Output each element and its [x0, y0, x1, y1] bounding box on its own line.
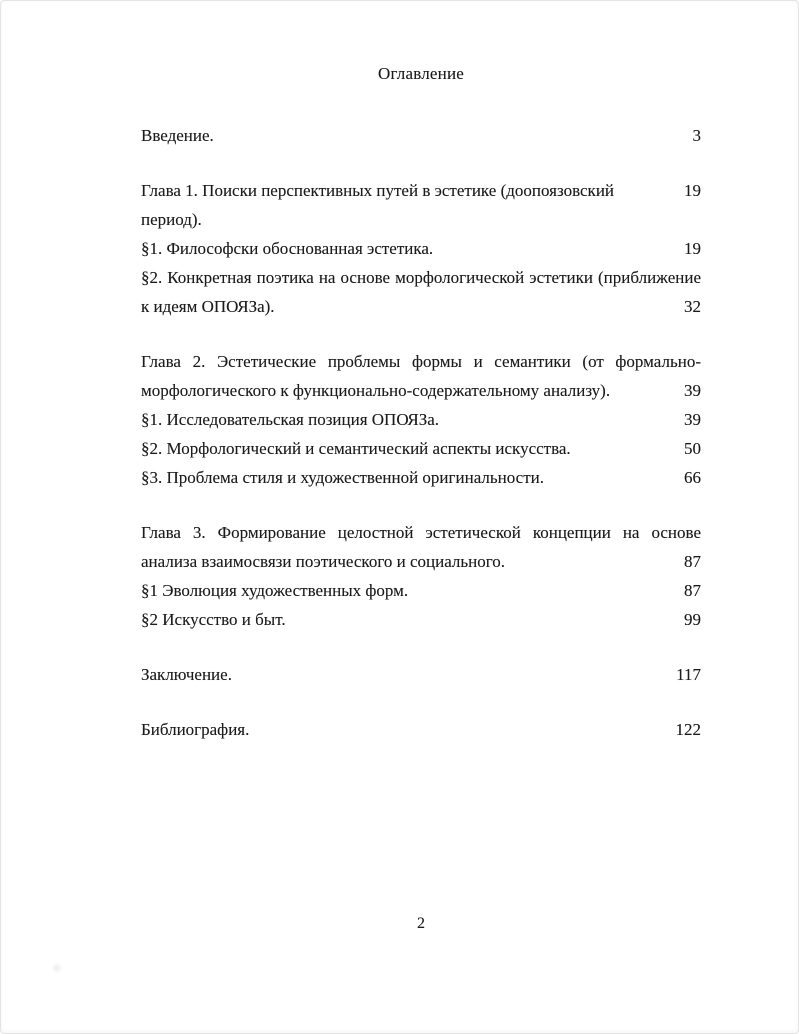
toc-entry-page-number: 50 [684, 439, 701, 458]
toc-entry-line [141, 292, 701, 321]
toc-entry [141, 176, 701, 234]
page-content [141, 63, 701, 744]
toc-entry-text: §1 Эволюция художественных форм. [141, 581, 409, 600]
toc-entry [141, 263, 701, 321]
toc-entry-line [141, 434, 701, 463]
toc-group-bibliography [141, 715, 701, 744]
toc-entry [141, 121, 701, 150]
toc-entry-line [141, 715, 701, 744]
toc-entry-page-number: 32 [684, 297, 701, 316]
toc-entry [141, 434, 701, 463]
toc-entry-text: Введение. [141, 126, 214, 145]
toc-entry-page-number: 3 [692, 126, 701, 145]
toc-entry-page-number: 39 [684, 381, 701, 400]
toc-entry-page-number: 19 [684, 239, 701, 258]
toc-entry-text: §3. Проблема стиля и художественной оригинальности. [141, 468, 544, 487]
toc-entry-page-number: 117 [676, 665, 701, 684]
toc-entry-text: §1. Исследовательская позиция ОПОЯЗа. [141, 410, 440, 429]
toc-entry-line [141, 605, 701, 634]
toc-entry-wrap-line: §2. Конкретная поэтика на основе морфологической эстетики (приближение [141, 268, 701, 287]
footer-page-number: 2 [417, 915, 425, 932]
toc-entry-page-number: 87 [684, 581, 701, 600]
toc-entry [141, 347, 701, 405]
toc-entry-text: §1. Философски обоснованная эстетика. [141, 239, 434, 258]
toc-entry-line [141, 660, 701, 689]
toc-entry-line [141, 576, 701, 605]
table-of-contents [141, 121, 701, 744]
page-title: Оглавление [378, 64, 464, 83]
toc-entry-text: Библиография. [141, 720, 250, 739]
toc-entry [141, 605, 701, 634]
scan-artifact [53, 964, 61, 972]
toc-entry-line [141, 405, 701, 434]
toc-entry-text: §2. Морфологический и семантический аспекты искусства. [141, 439, 571, 458]
toc-entry-line [141, 376, 701, 405]
toc-entry-text: анализа взаимосвязи поэтического и социального. [141, 552, 506, 571]
toc-entry [141, 463, 701, 492]
toc-entry-page-number: 122 [675, 720, 701, 739]
toc-entry [141, 518, 701, 576]
toc-group-chapter-2 [141, 347, 701, 492]
toc-entry-text: Заключение. [141, 665, 232, 684]
toc-group-intro [141, 121, 701, 150]
toc-group-conclusion [141, 660, 701, 689]
toc-entry-text: к идеям ОПОЯЗа). [141, 297, 275, 316]
toc-entry [141, 234, 701, 263]
toc-entry-line [141, 463, 701, 492]
toc-entry-page-number: 87 [684, 552, 701, 571]
toc-entry [141, 405, 701, 434]
toc-entry [141, 576, 701, 605]
toc-entry-line [141, 547, 701, 576]
toc-entry-text: морфологического к функционально-содержательному анализу). [141, 381, 611, 400]
toc-entry-page-number: 39 [684, 410, 701, 429]
toc-entry-line [141, 176, 701, 234]
toc-entry-text: §2 Искусство и быт. [141, 610, 286, 629]
toc-entry [141, 715, 701, 744]
toc-entry-page-number: 19 [684, 181, 701, 200]
toc-entry-line [141, 234, 701, 263]
toc-entry-wrap-line: Глава 3. Формирование целостной эстетической концепции на основе [141, 523, 701, 542]
toc-entry-page-number: 66 [684, 468, 701, 487]
toc-group-chapter-1 [141, 176, 701, 321]
toc-entry-page-number: 99 [684, 610, 701, 629]
toc-entry-line [141, 121, 701, 150]
toc-entry-wrap-line: Глава 2. Эстетические проблемы формы и семантики (от формально- [141, 352, 701, 371]
toc-entry [141, 660, 701, 689]
toc-entry-text: Глава 1. Поиски перспективных путей в эстетике (доопоязовский период). [141, 181, 615, 229]
toc-group-chapter-3 [141, 518, 701, 634]
